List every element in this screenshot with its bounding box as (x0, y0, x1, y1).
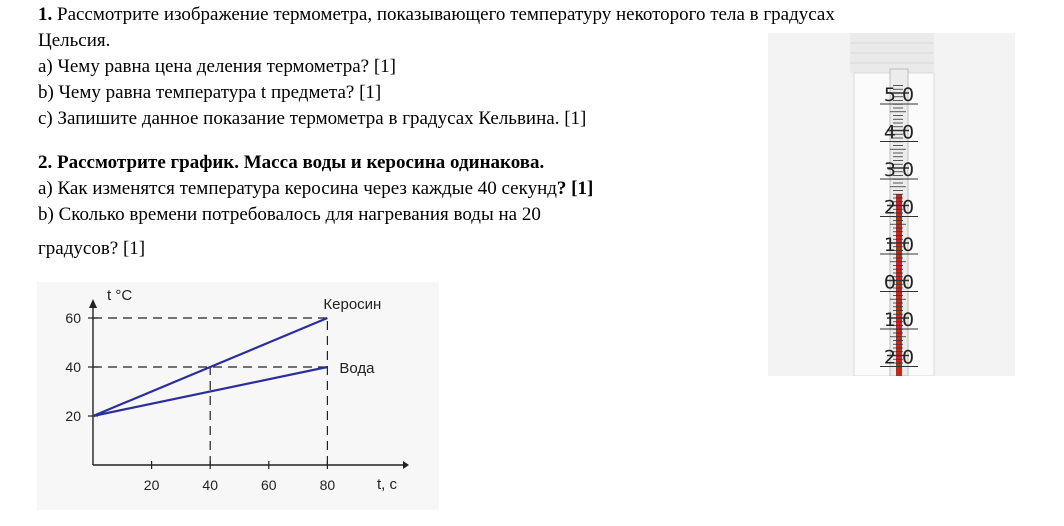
temperature-time-graph (37, 282, 439, 510)
y-tick-label-20: 20 (65, 408, 81, 424)
question-1c: c) Запишите данное показание термометра в градусах Кельвина. [1] (38, 108, 587, 129)
thermometer-svg (768, 33, 1015, 376)
question-2a (38, 176, 593, 202)
question-2a-mark: ? [1] (556, 178, 594, 199)
question-2a-text: a) Как изменятся температура керосина через каждые 40 секунд (38, 178, 557, 199)
scale-label: 0 0 (883, 271, 915, 294)
series-label-kerosene: Керосин (323, 296, 382, 313)
x-axis-label: t, c (377, 476, 398, 493)
question-2b-line1: b) Сколько времени потребовалось для нагревания воды на 20 (38, 204, 541, 225)
thermometer-photo (768, 33, 1015, 376)
question-1-text-line2: Цельсия. (38, 30, 111, 51)
scale-label: 4 0 (883, 121, 915, 144)
y-tick-label-40: 40 (65, 359, 81, 375)
scale-label: 1 0 (883, 234, 915, 256)
scale-label: 5 0 (883, 84, 915, 106)
question-1a: a) Чему равна цена деления термометра? [1] (38, 56, 396, 77)
scale-label: 2 0 (883, 196, 915, 219)
x-tick-label-20: 20 (143, 477, 160, 493)
x-tick-label-40: 40 (202, 477, 218, 493)
question-1-number: 1. (38, 4, 53, 25)
scale-label: 2 0 (883, 346, 915, 369)
scale-label: 3 0 (883, 159, 915, 181)
y-tick-label-60: 60 (65, 310, 81, 326)
graph-svg (37, 282, 439, 510)
scale-label: 1 0 (883, 309, 915, 331)
question-2-title: 2. Рассмотрите график. Масса воды и керосина одинакова. (38, 152, 545, 173)
x-tick-label-60: 60 (261, 477, 277, 493)
series-label-water: Вода (339, 360, 375, 377)
question-1-intro (38, 2, 835, 28)
x-tick-label-80: 80 (319, 477, 336, 493)
y-axis-arrow (89, 299, 97, 308)
question-1-text: Рассмотрите изображение термометра, показывающего температуру некоторого тела в градусах (52, 4, 835, 25)
question-1b: b) Чему равна температура t предмета? [1] (38, 82, 382, 103)
x-axis-arrow (403, 461, 409, 469)
question-2 (38, 150, 593, 262)
question-2b-line2: градусов? [1] (38, 238, 146, 259)
question-1 (38, 2, 835, 132)
y-axis-label: t °C (107, 287, 133, 304)
